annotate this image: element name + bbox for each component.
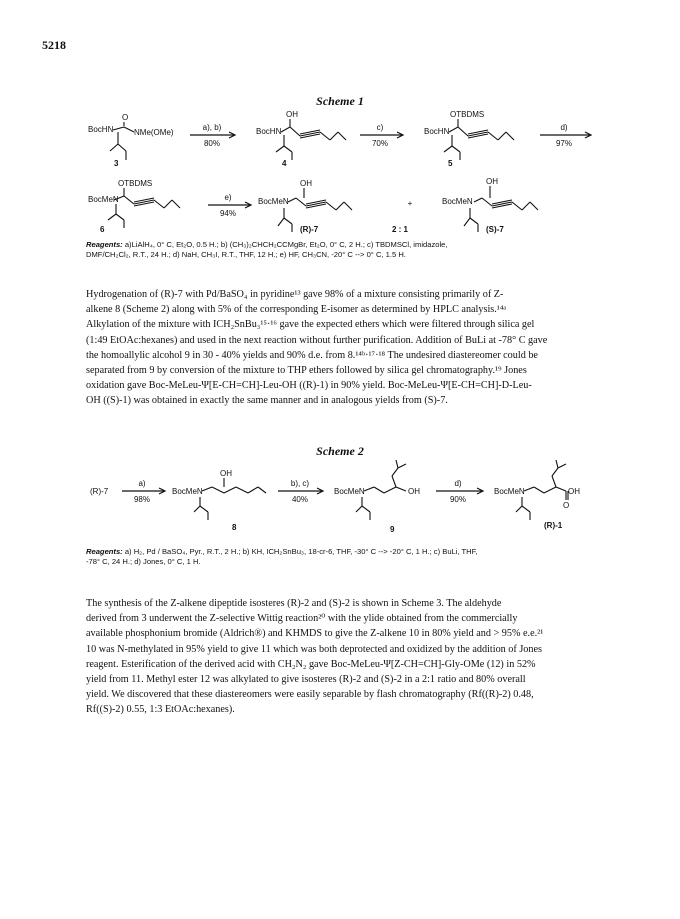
compound-r1-label: (R)-1 (544, 521, 563, 530)
paragraph-line: yield. We discovered that these diastereomers were easily separable by flash chromatography (Rf((R)-2) 0.48, (86, 689, 534, 701)
compound-r1-oh: OH (568, 487, 580, 496)
paragraph-line: 10 was N-methylated in 95% yield to give 11 which was both deprotected and oxidized by the addition of Jones (86, 643, 542, 655)
compound-r1-bocmen: BocMeN (494, 487, 525, 496)
compound-3-bochn: BocHN (88, 125, 114, 134)
compound-s7-label: (S)-7 (486, 225, 504, 234)
compound-r7-bocmen: BocMeN (258, 197, 289, 206)
scheme-2-figure (0, 460, 680, 540)
scheme-1-figure (0, 108, 680, 243)
scheme-2-reagents (86, 547, 606, 567)
compound-9-oh: OH (408, 487, 420, 496)
compound-3-nmeome: NMe(OMe) (134, 128, 174, 137)
plus-sign: + (407, 199, 413, 208)
compound-5-otbdms: OTBDMS (450, 110, 485, 119)
scheme-2-arrow-d (436, 479, 483, 504)
scheme-2-arrow-a (122, 479, 165, 504)
compound-3-carbonyl-o: O (122, 113, 129, 122)
scheme-1-arrow-c (360, 123, 403, 148)
scheme-1-arrow-d (540, 123, 591, 148)
compound-5-label: 5 (448, 159, 453, 168)
arrow-ab-yield: 80% (203, 139, 221, 148)
paragraph-line: (1:49 EtOAc:hexanes) and used in the next reaction without further purification. Addition of BuLi at -78° C gave (86, 334, 548, 346)
compound-4-oh: OH (286, 110, 298, 119)
body-paragraph-1 (86, 287, 606, 409)
scheme-1-title: Scheme 1 (316, 94, 364, 108)
scheme-2-reagents-line: -78° C, 24 H.; d) Jones, 0° C, 1 H. (86, 557, 201, 566)
arrow-c-reagent: c) (376, 123, 384, 132)
arrow-d-reagent: d) (560, 123, 568, 132)
compound-4-structure (256, 110, 346, 168)
compound-9-label: 9 (390, 525, 395, 534)
compound-6-bocmen: BocMeN (88, 195, 119, 204)
compound-s7-oh: OH (486, 177, 498, 186)
scheme-1-reagents-line: DMF/CH₂Cl₂, R.T., 24 H.; d) NaH, CH₃I, R.T., THF, 12 H.; e) HF, CH₃CN, -20° C --> 0° C, 1.5 H. (86, 250, 406, 259)
scheme-2-title: Scheme 2 (316, 444, 364, 458)
compound-r7-structure (258, 179, 352, 234)
compound-8-structure (172, 469, 266, 532)
compound-r1-carbonyl-o: O (563, 501, 570, 510)
paragraph-line: OH ((S)-1) was obtained in exactly the same manner and in analogous yields from (S)-7. (86, 395, 448, 407)
body-paragraph-2 (86, 596, 606, 718)
scheme-1-arrow-e (208, 193, 251, 218)
compound-r7-label: (R)-7 (300, 225, 319, 234)
scheme-1-arrow-ab (190, 123, 235, 148)
arrow-ab-reagent: a), b) (202, 123, 222, 132)
scheme-2-start-compound: (R)-7 (90, 487, 109, 496)
compound-4-bochn: BocHN (256, 127, 282, 136)
paragraph-line: available phosphonium bromide (Aldrich®) and KHMDS to give the Z-alkene 10 in 80% yield and > 95% e.e.²¹ (86, 628, 544, 640)
arrow-bc-reagent: b), c) (290, 479, 310, 488)
page-number: 5218 (42, 38, 66, 52)
paragraph-line: Alkylation of the mixture with ICH₂SnBu₃¹⁵·¹⁶ gave the expected ethers which were filtered through silica gel (86, 319, 535, 331)
paragraph-line: oxidation gave Boc-MeLeu-Ψ[E-CH=CH]-Leu-OH ((R)-1) in 90% yield. Boc-MeLeu-Ψ[E-CH=CH]-D-Leu- (86, 380, 532, 392)
arrow-e-reagent: e) (224, 193, 232, 202)
compound-3-structure (88, 113, 174, 168)
arrow-a-reagent: a) (138, 479, 146, 488)
paragraph-line: reagent. Esterification of the derived acid with CH₂N₂ gave Boc-MeLeu-Ψ[Z-CH=CH]-Gly-OMe (12) in 52% (86, 658, 536, 670)
compound-3-label: 3 (114, 159, 119, 168)
compound-8-bocmen: BocMeN (172, 487, 203, 496)
paragraph-line: derived from 3 underwent the Z-selective Wittig reaction²⁰ with the ylide obtained from the commercially (86, 613, 518, 625)
scheme-2-arrow-bc (278, 479, 323, 504)
scheme-2-reagents-head: Reagents: (86, 547, 123, 556)
arrow-d-reagent: d) (454, 479, 462, 488)
paragraph-line: Rf((S)-2) 0.55, 1:3 EtOAc:hexanes). (86, 704, 235, 716)
paragraph-line: separated from 9 by conversion of the mixture to THP ethers followed by silica gel chromatography.¹⁹ Jones (86, 365, 527, 377)
arrow-e-yield: 94% (219, 209, 237, 218)
arrow-c-yield: 70% (371, 139, 389, 148)
compound-5-bochn: BocHN (424, 127, 450, 136)
compound-9-structure (334, 460, 420, 534)
compound-s7-bocmen: BocMeN (442, 197, 473, 206)
compound-6-otbdms: OTBDMS (118, 179, 153, 188)
compound-8-oh: OH (220, 469, 232, 478)
compound-r7-oh: OH (300, 179, 312, 188)
arrow-d-yield: 97% (555, 139, 573, 148)
paragraph-line: The synthesis of the Z-alkene dipeptide isosteres (R)-2 and (S)-2 is shown in Scheme 3. The aldehyde (86, 598, 502, 609)
compound-6-label: 6 (100, 225, 105, 234)
scheme-1-reagents-head: Reagents: (86, 240, 123, 249)
diastereomer-ratio: 2 : 1 (391, 225, 409, 234)
scheme-1-reagents-line: a)LiAlH₄, 0° C, Et₂O, 0.5 H.; b) (CH₃)₂CHCH₂CCMgBr, Et₂O, 0° C, 2 H.; c) TBDMSCl, imidazole, (122, 240, 448, 249)
compound-8-label: 8 (232, 523, 237, 532)
paragraph-line: Hydrogenation of (R)-7 with Pd/BaSO₄ in pyridine¹³ gave 98% of a mixture consisting primarily of Z- (86, 289, 504, 300)
arrow-d-yield: 90% (449, 495, 467, 504)
paragraph-line: yield from 11. Methyl ester 12 was alkylated to give isosteres (R)-2 and (S)-2 in a 2:1 ratio and 80% overall (86, 674, 526, 686)
paragraph-line: the homoallylic alcohol 9 in 30 - 40% yields and 90% d.e. from 8.¹⁴ᵇ·¹⁷·¹⁸ The undesired diastereomer could be (86, 349, 538, 361)
scheme-2-reagents-line: a) H₂, Pd / BaSO₄, Pyr., R.T., 2 H.; b) KH, ICH₂SnBu₃, 18-cr-6, THF, -30° C --> -20° C, 1 H.; c) BuLi, THF, (122, 547, 478, 556)
arrow-a-yield: 98% (133, 495, 151, 504)
paragraph-line: alkene 8 (Scheme 2) along with 5% of the corresponding E-isomer as determined by HPLC analysis.¹⁴ᵃ (86, 304, 507, 316)
arrow-bc-yield: 40% (291, 495, 309, 504)
compound-9-bocmen: BocMeN (334, 487, 365, 496)
scheme-1-reagents (86, 240, 606, 260)
compound-5-structure (424, 110, 514, 168)
compound-r1-structure (494, 460, 580, 530)
compound-s7-structure (442, 177, 538, 234)
compound-6-structure (88, 179, 180, 234)
compound-4-label: 4 (282, 159, 287, 168)
